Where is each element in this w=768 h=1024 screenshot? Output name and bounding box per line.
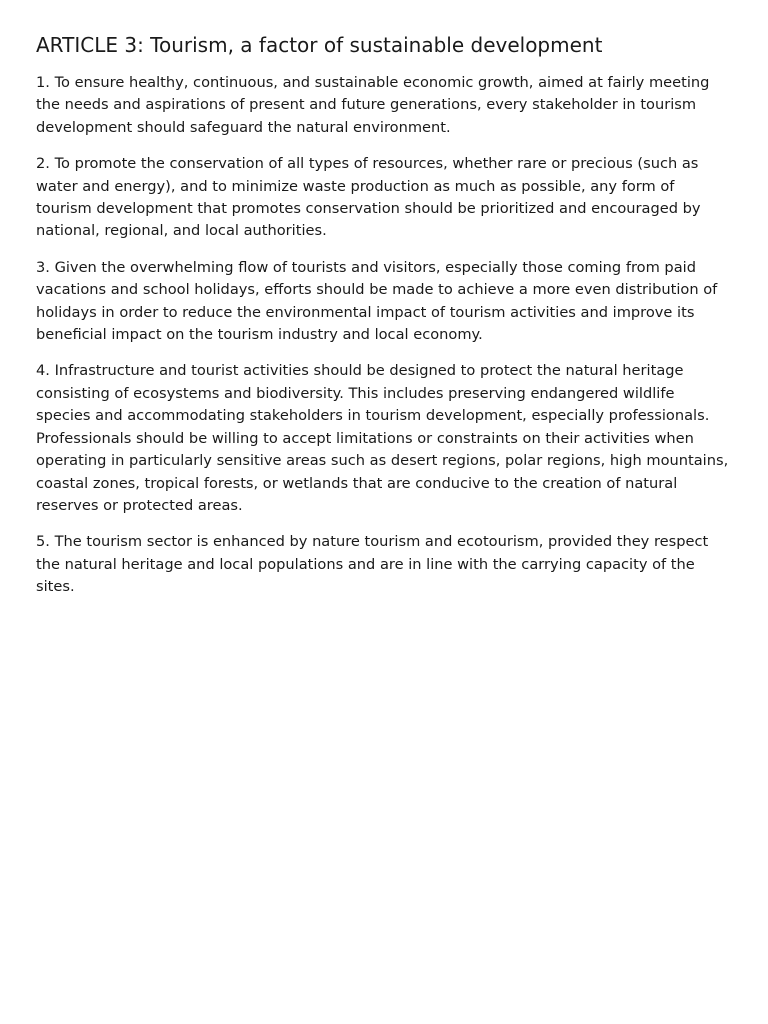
paragraph-4: 4. Infrastructure and tourist activities should be designed to protect the natural heritage consisting of ecosystems and biodiversity. This includes preserving endangered wildlife species and accommodating stakeholders in tourism development, especially professionals. Professionals should be willing to accept limitations or constraints on their activities when operating in particularly sensitive areas such as desert regions, polar regions, high mountains, coastal zones, tropical forests, or wetlands that are conducive to the creation of natural reserves or protected areas. [36,362,729,514]
paragraph-2: 2. To promote the conservation of all types of resources, whether rare or precious (such as water and energy), and to minimize waste production as much as possible, any form of tourism development that promotes conservation should be prioritized and encouraged by national, regional, and local authorities. [36,155,701,240]
paragraph-3: 3. Given the overwhelming flow of tourists and visitors, especially those coming from paid vacations and school holidays, efforts should be made to achieve a more even distribution of holidays in order to reduce the environmental impact of tourism activities and improve its beneficial impact on the tourism industry and local economy. [36,258,718,344]
article-title: ARTICLE 3: Tourism, a factor of sustainable development [36,33,603,57]
document-page [36,30,732,599]
paragraph-5: 5. The tourism sector is enhanced by nature tourism and ecotourism, provided they respect the natural heritage and local populations and are in line with the carrying capacity of the sites. [36,533,709,596]
paragraph-1: 1. To ensure healthy, continuous, and sustainable economic growth, aimed at fairly meeting the needs and aspirations of present and future generations, every stakeholder in tourism development should safeguard the natural environment. [36,74,710,136]
